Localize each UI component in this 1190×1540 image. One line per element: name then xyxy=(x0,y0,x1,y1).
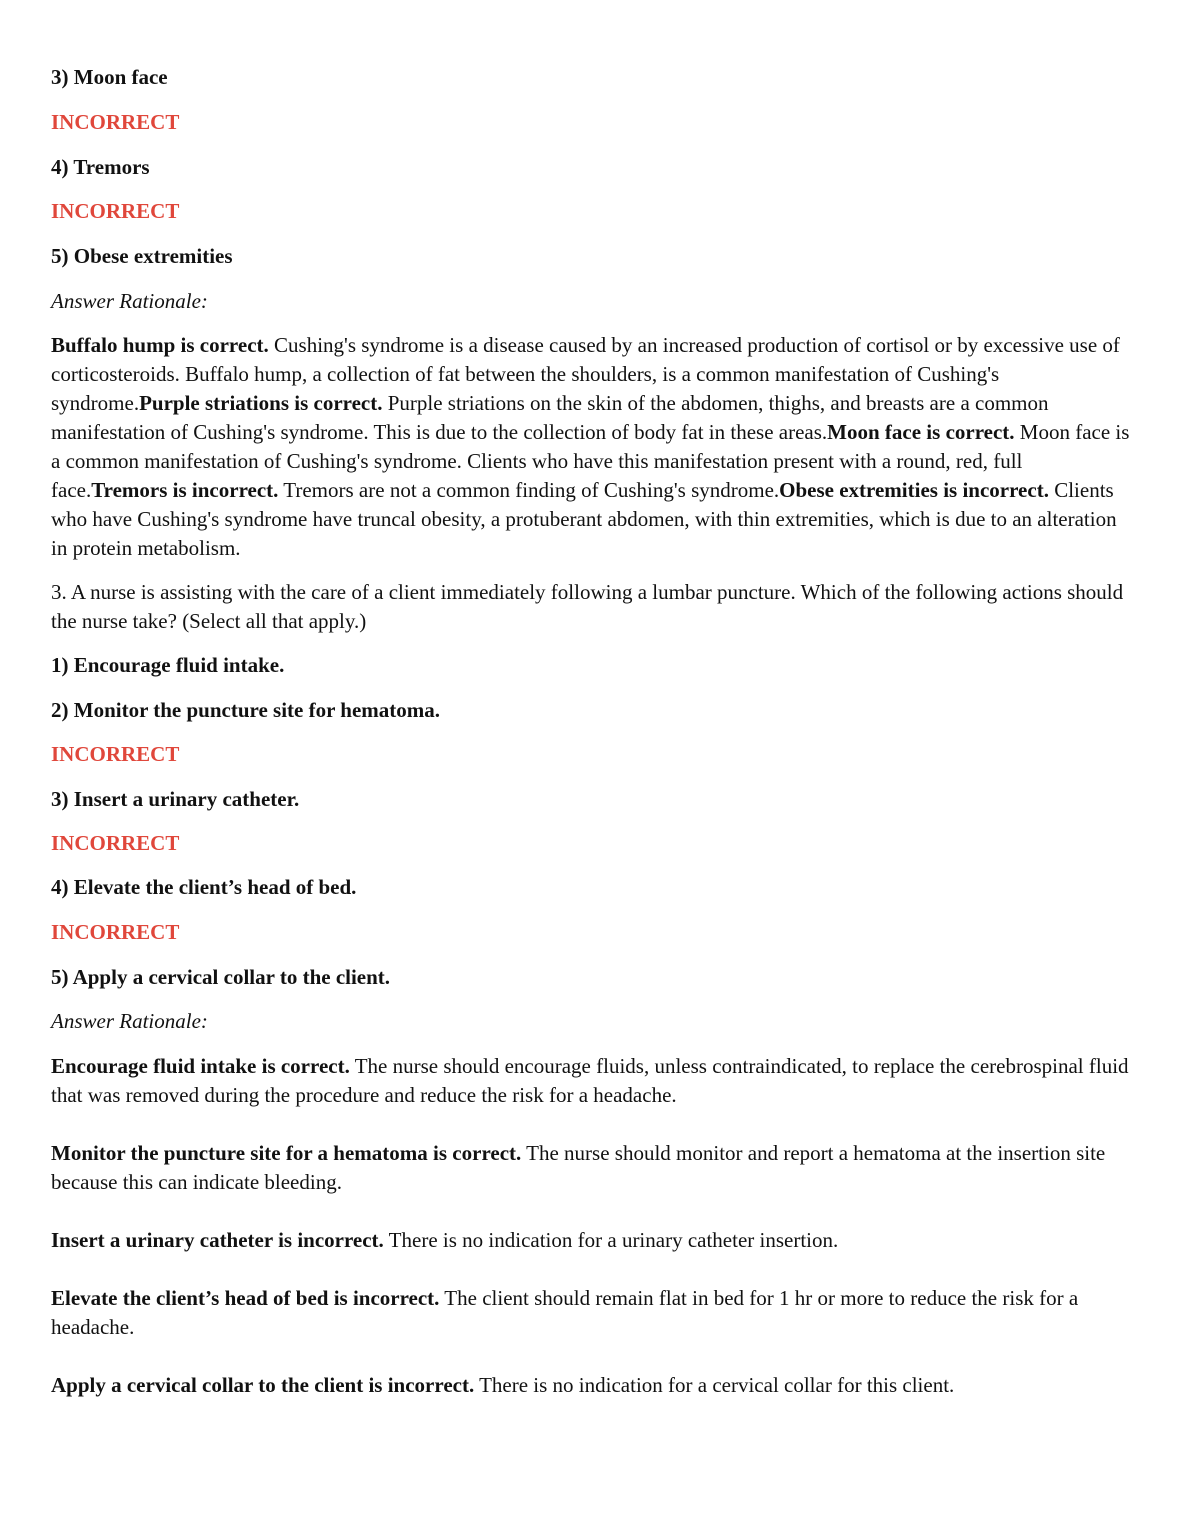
q3-option-5: 5) Apply a cervical collar to the client. xyxy=(51,965,391,989)
q3-rationale-3-text: The client should remain flat in bed for 1 hr or more to reduce the risk for a headache. xyxy=(51,1286,1079,1339)
q2-rationale-3-bold: Tremors is incorrect. xyxy=(91,478,279,502)
q2-option-4-status: INCORRECT xyxy=(51,199,180,223)
q2-rationale-0-text: Cushing's syndrome is a disease caused by an increased production of cortisol or by excessive use of corticosteroids. Buffalo hump, a collection of fat between the shoulders, is a common manifestation of Cushing's syndrome. xyxy=(51,333,1120,415)
q3-rationale-4 xyxy=(51,1371,1136,1400)
q3-option-2-status: INCORRECT xyxy=(51,742,180,766)
q2-rationale-label: Answer Rationale: xyxy=(51,289,208,313)
q3-rationale-2-bold: Insert a urinary catheter is incorrect. xyxy=(51,1228,384,1252)
q3-option-2: 2) Monitor the puncture site for hematoma. xyxy=(51,698,441,722)
q3-option-4: 4) Elevate the client’s head of bed. xyxy=(51,875,357,899)
q3-option-3-status: INCORRECT xyxy=(51,831,180,855)
q2-rationale-2-bold: Moon face is correct. xyxy=(827,420,1015,444)
q3-rationale-1-bold: Monitor the puncture site for a hematoma is correct. xyxy=(51,1141,522,1165)
q2-option-3: 3) Moon face xyxy=(51,65,168,89)
q3-rationale-3 xyxy=(51,1284,1136,1342)
q2-rationale-4-bold: Obese extremities is incorrect. xyxy=(779,478,1049,502)
q2-rationale-4-text: Clients who have Cushing's syndrome have truncal obesity, a protuberant abdomen, with thin extremities, which is due to an alteration in protein metabolism. xyxy=(51,478,1117,560)
q2-option-3-status: INCORRECT xyxy=(51,110,180,134)
q3-rationale-label: Answer Rationale: xyxy=(51,1009,208,1033)
q3-rationale-0 xyxy=(51,1052,1136,1110)
q3-rationale-4-text: There is no indication for a cervical collar for this client. xyxy=(474,1373,955,1397)
q2-rationale-0-bold: Buffalo hump is correct. xyxy=(51,333,269,357)
q3-rationale-2-text: There is no indication for a urinary catheter insertion. xyxy=(383,1228,839,1252)
q2-option-4: 4) Tremors xyxy=(51,155,150,179)
q3-rationale-0-bold: Encourage fluid intake is correct. xyxy=(51,1054,350,1078)
q2-rationale-1-text: Purple striations on the skin of the abdomen, thighs, and breasts are a common manifestation of Cushing's syndrome. This is due to the collection of body fat in these areas. xyxy=(51,391,1049,444)
q2-rationale-1-bold: Purple striations is correct. xyxy=(139,391,383,415)
q3-rationale-3-bold: Elevate the client’s head of bed is incorrect. xyxy=(51,1286,440,1310)
q2-rationale-3-text: Tremors are not a common finding of Cushing's syndrome. xyxy=(278,478,780,502)
q3-rationale-0-text: The nurse should encourage fluids, unless contraindicated, to replace the cerebrospinal fluid that was removed during the procedure and reduce the risk for a headache. xyxy=(51,1054,1129,1107)
q2-rationale-2-text: Moon face is a common manifestation of Cushing's syndrome. Clients who have this manifestation present with a round, red, full face. xyxy=(51,420,1130,502)
q2-option-5: 5) Obese extremities xyxy=(51,244,233,268)
q3-question: 3. A nurse is assisting with the care of a client immediately following a lumbar puncture. Which of the following actions should the nurse take? (Select all that apply.) xyxy=(51,580,1124,633)
q3-option-1: 1) Encourage fluid intake. xyxy=(51,653,285,677)
q2-rationale-paragraph xyxy=(51,331,1136,563)
q3-rationale-1-text: The nurse should monitor and report a hematoma at the insertion site because this can indicate bleeding. xyxy=(51,1141,1106,1194)
q3-option-4-status: INCORRECT xyxy=(51,920,180,944)
q3-option-3: 3) Insert a urinary catheter. xyxy=(51,787,300,811)
q3-rationale-2 xyxy=(51,1226,1136,1255)
q3-rationale-4-bold: Apply a cervical collar to the client is incorrect. xyxy=(51,1373,475,1397)
q3-rationale-1 xyxy=(51,1139,1136,1197)
